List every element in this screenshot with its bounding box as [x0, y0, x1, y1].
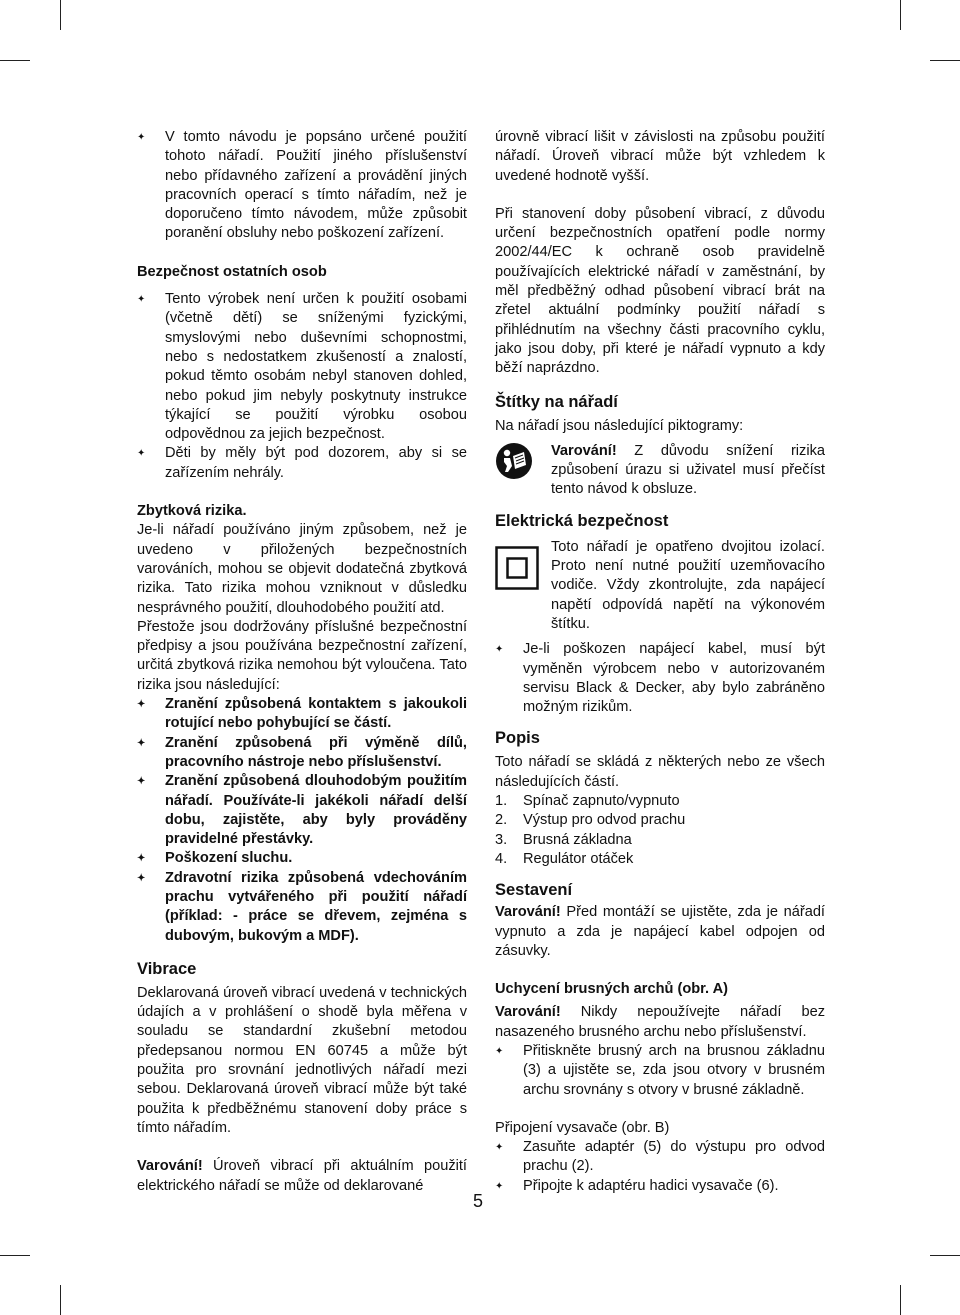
crop-mark — [0, 60, 30, 61]
crop-mark — [900, 0, 901, 30]
double-insulation-icon — [495, 538, 551, 596]
paragraph: Přestože jsou dodržovány příslušné bezpečnostní předpisy a jsou používána bezpečnostní zařízení, určitá zbytková rizika nemohou být vyloučena. Tato rizika jsou následující: — [137, 618, 467, 693]
vysavac-list — [495, 1138, 825, 1196]
paragraph: Deklarovaná úroveň vibrací uvedená v technických údajích a v prohlášení o shodě byla měřena v souladu se standardní zkušební metodou předepsanou normou EN 60745 a může být použita pro srovnání jednotlivých nářadí mezi sebou. Deklarovaná úroveň vibrací může být také použita k předběžnému stanovení doby práce s tímto nářadím. — [137, 984, 467, 1136]
crop-mark — [900, 1285, 901, 1315]
bullet-icon: ✦ — [137, 699, 146, 711]
section-heading: Bezpečnost ostatních osob — [137, 263, 327, 280]
list-item-text: Spínač zapnuto/vypnuto — [523, 793, 680, 810]
paragraph: Toto nářadí je opatřeno dvojitou izolací. Proto není nutné použití uzemňovacího vodiče. Vždy zkontrolujte, zda napájecí napětí odpovídá napětí na výkonovém štítku. — [551, 538, 825, 632]
pictogram-row — [495, 538, 825, 634]
bullet-icon: ✦ — [137, 872, 146, 884]
list-item — [495, 1138, 825, 1177]
paragraph — [495, 1003, 825, 1042]
list-item-text: Zasuňte adaptér (5) do výstupu pro odvod prachu (2). — [523, 1139, 825, 1175]
section-heading: Štítky na nářadí — [495, 392, 618, 411]
list-item — [495, 1042, 825, 1100]
pictogram-row — [495, 442, 825, 500]
crop-mark — [60, 1285, 61, 1315]
page-number: 5 — [473, 1191, 484, 1211]
paragraph: úrovně vibrací lišit v závislosti na způsobu použití nářadí. Úroveň vibrací může být vzhledem k uvedené hodnotě vyšší. — [495, 129, 825, 184]
paragraph — [551, 442, 825, 500]
list-number: 3. — [495, 831, 508, 848]
list-item-text: Děti by měly být pod dozorem, aby si se zařízením nehrály. — [165, 445, 467, 481]
section-heading: Elektrická bezpečnost — [495, 511, 669, 530]
list-item — [137, 772, 467, 849]
intro-list — [137, 128, 467, 244]
paragraph — [137, 1157, 467, 1196]
section-heading: Sestavení — [495, 881, 573, 900]
paragraph — [495, 903, 825, 961]
crop-mark — [0, 1255, 30, 1256]
others-list — [137, 290, 467, 483]
list-number: 1. — [495, 793, 508, 810]
paragraph: Toto nářadí se skládá z některých nebo ze všech následujících částí. — [495, 754, 825, 790]
bullet-icon: ✦ — [495, 644, 504, 656]
bullet-icon: ✦ — [137, 737, 146, 749]
warning-label: Varování! — [495, 1004, 561, 1021]
paragraph: Na nářadí jsou následující piktogramy: — [495, 417, 744, 434]
section-heading: Vibrace — [137, 959, 197, 978]
paragraph: Při stanovení doby působení vibrací, z důvodu určení bezpečnostních opatření podle normy 2002/44/EC k ochraně osob pravidelně používajících elektrické nářadí v zaměstnání, by měl předběžný odhad působení vibrací brát na zřetel aktuální podmínky použití nářadí s přihlédnutím na všechny části pracovního cyklu, jako jsou doby, při které je nářadí vypnuto a kdy běží naprázdno. — [495, 205, 825, 377]
list-item-text: Zranění způsobená kontaktem s jakoukoli rotující nebo pohybující se částí. — [165, 696, 467, 732]
list-item — [495, 811, 825, 830]
read-manual-icon — [495, 442, 551, 486]
bullet-icon: ✦ — [137, 853, 146, 865]
warning-text: Úroveň vibrací při aktuálním použití elektrického nářadí se může od deklarované — [137, 1158, 467, 1194]
bullet-icon: ✦ — [495, 1142, 504, 1154]
list-number: 2. — [495, 812, 508, 829]
list-item — [137, 290, 467, 444]
list-item — [137, 128, 467, 244]
warning-label: Varování! — [495, 904, 561, 921]
list-item-text: Zdravotní rizika způsobená vdechováním prachu vytvářeného při použití nářadí (příklad: - práce se dřevem, zejména s dubovým, bukovým a MDF). — [165, 869, 467, 944]
list-item — [137, 695, 467, 734]
left-column — [137, 128, 467, 1196]
list-item-text: Zranění způsobená dlouhodobým použitím nářadí. Používáte-li jakékoli nářadí delší dobu, zajistěte, aby byly prováděny pravidelné přestávky. — [165, 773, 467, 848]
bullet-icon: ✦ — [495, 1045, 504, 1057]
list-item-text: Je-li poškozen napájecí kabel, musí být vyměněn výrobcem nebo v autorizovaném servisu Black & Decker, aby bylo zabráněno možným rizikům. — [523, 641, 825, 716]
bullet-icon: ✦ — [137, 132, 146, 143]
list-item-text: Zranění způsobená při výměně dílů, pracovního nástroje nebo příslušenství. — [165, 734, 467, 770]
list-item — [495, 792, 825, 811]
list-item-text: Poškození sluchu. — [165, 850, 293, 867]
uchyceni-list — [495, 1042, 825, 1100]
bullet-icon: ✦ — [495, 1180, 504, 1192]
list-item-text: Výstup pro odvod prachu — [523, 812, 686, 829]
warning-text: Z důvodu snížení rizika způsobení úrazu si uživatel musí přečíst tento návod k obsluze. — [551, 442, 825, 498]
crop-mark — [60, 0, 61, 30]
list-item — [137, 869, 467, 946]
bullet-icon: ✦ — [137, 294, 146, 306]
section-heading: Uchycení brusných archů (obr. A) — [495, 981, 729, 998]
warning-label: Varování! — [551, 442, 617, 459]
list-item-text: V tomto návodu je popsáno určené použití tohoto nářadí. Použití jiného příslušenství nebo přídavného zařízení a provádění jiných pracovních operací s tímto nářadím, než je doporučeno tímto návodem, může způsobit poranění obsluhy nebo poškození zařízení. — [165, 129, 467, 242]
section-heading: Zbytková rizika. — [137, 503, 247, 520]
elec-list — [495, 640, 825, 717]
paragraph: Je-li nářadí používáno jiným způsobem, než je uvedeno v přiložených bezpečnostních varováních, mohou se objevit dodatečná zbytková rizika. Tato rizika mohou vzniknout v důsledku nesprávného použití, dlouhodobého použití atd. — [137, 522, 467, 616]
list-item-text: Tento výrobek není určen k použití osobami (včetně dětí) se sníženými fyzickými, smyslovými nebo duševními schopnostmi, nebo s nedostatkem zkušeností a znalostí, pokud těmto osobám nebyl stanoven dohled, nebo pokud jim nebyly poskytnuty instrukce týkající se použití výrobku osobou odpovědnou za jejich bezpečnost. — [165, 291, 467, 443]
list-item-text: Brusná základna — [523, 831, 632, 848]
crop-mark — [930, 60, 960, 61]
list-number: 4. — [495, 850, 508, 867]
bullet-icon: ✦ — [137, 776, 146, 788]
section-heading: Popis — [495, 729, 540, 748]
crop-mark — [930, 1255, 960, 1256]
list-item — [137, 849, 467, 868]
warning-text: Nikdy nepoužívejte nářadí bez nasazeného brusného archu nebo příslušenství. — [495, 1004, 825, 1040]
list-item — [495, 850, 825, 869]
paragraph: Připojení vysavače (obr. B) — [495, 1119, 670, 1136]
warning-label: Varování! — [137, 1158, 203, 1175]
list-item — [495, 640, 825, 717]
right-column — [495, 128, 825, 1196]
list-item-text: Připojte k adaptéru hadici vysavače (6). — [523, 1177, 779, 1194]
list-item — [495, 831, 825, 850]
list-item-text: Přitiskněte brusný arch na brusnou základnu (3) a ujistěte se, zda jsou otvory v brusném archu srovnány s otvory v brusné základně. — [523, 1042, 825, 1098]
warning-text: Před montáží se ujistěte, zda je nářadí vypnuto a zda je napájecí kabel odpojen od zásuvky. — [495, 904, 825, 959]
list-item-text: Regulátor otáček — [523, 850, 634, 867]
list-item — [137, 734, 467, 773]
list-item — [495, 1177, 825, 1196]
list-item — [137, 444, 467, 483]
parts-list — [495, 792, 825, 869]
bullet-icon: ✦ — [137, 448, 146, 460]
residual-list — [137, 695, 467, 946]
